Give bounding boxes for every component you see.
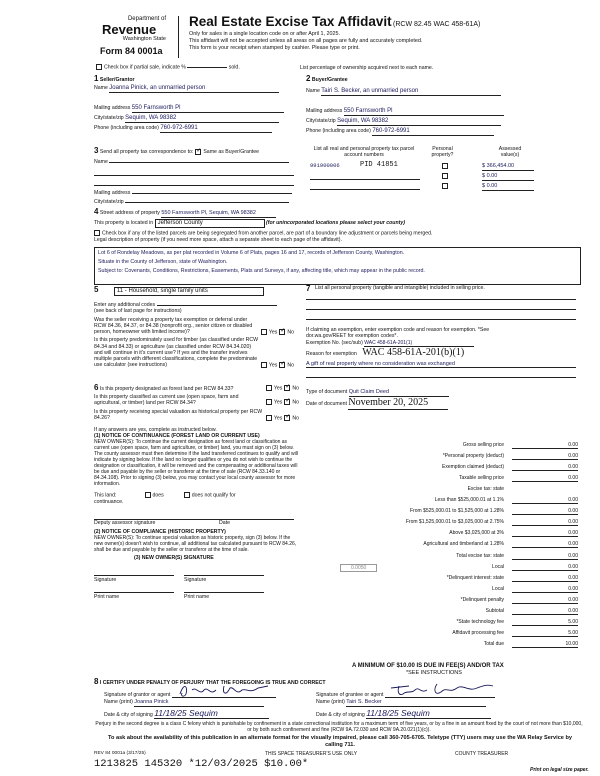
tax-row-label: Gross selling price — [462, 442, 504, 448]
seller-name-row: Name Joanna Pinick, an unmarried person — [94, 85, 294, 93]
buyer-city-row: City/state/zip Sequim, WA 98382 — [306, 118, 506, 126]
tax-row-label: Taxable selling price — [458, 475, 504, 482]
print-labels: Print name Print name — [94, 594, 210, 601]
doc-type-row: Type of document Quit Claim Deed — [306, 389, 586, 397]
parcel-row-3 — [310, 183, 530, 192]
tax-row — [300, 619, 578, 628]
historic-no[interactable] — [284, 415, 290, 421]
section8 — [94, 677, 584, 687]
seller-heading: 1 Seller/Grantor — [94, 74, 135, 83]
notice1-text: NEW OWNER(S): To continue the current designation as forest land or classification as current use (open space, farm and agriculture, or timber) land, you must sign on (3) below. The county assessor must then determine if the land transferred continues to qualify and will indicate by signing below. If the land no longer qualifies or you do not wish to continue the designation or classification, it will be removed and the compensating or additional taxes will be due and payable by the seller or transferor at the time of sale (RCW 84.33.140 or 84.34.108). Prior to signing (3) below, you may contact your local county assessor for more information. — [94, 439, 298, 487]
pp-line1[interactable] — [306, 299, 576, 300]
partial-label: Check box if partial sale, indicate % — [104, 64, 186, 71]
q-forest: 6 Is this property designated as forest land per RCW 84.33? Yes✓ No — [94, 383, 299, 393]
forest-no[interactable] — [284, 385, 290, 391]
notice2-text: NEW OWNER(S): To continue special valuation as historic property, sign (3) below. If the new owner(s) doesn't wish to continue, all additional tax calculated pursuant to RCW 84.26, shall be due and payable by the seller or transferor at the time of sale. — [94, 535, 297, 554]
buyer-phone-field[interactable]: 760-972-6991 — [372, 128, 494, 136]
legal-paper-note: Print on legal size paper. — [530, 767, 589, 773]
tax-row-label: Less than $525,000.01 at 1.1% — [434, 497, 504, 504]
tax-row-value[interactable]: 0.00 — [512, 597, 578, 604]
tax-row-label: *Personal property (deduct) — [442, 453, 504, 460]
see-instructions: *SEE INSTRUCTIONS — [406, 670, 462, 676]
notice3-title: (3) NEW OWNER(S) SIGNATURE — [134, 555, 214, 562]
legal-line3: Subject to: Covenants, Conditions, Restrictions, Easements, Plats and Surveys, if any, affecting title, which may appear in the public record. — [98, 268, 425, 275]
local-rate: 0.0050 — [340, 564, 377, 572]
seller-mail-field[interactable]: 550 Farnsworth Pl — [132, 105, 284, 113]
new-owner-sig1[interactable] — [94, 569, 174, 576]
add-codes-row: Enter any additional codes — [94, 302, 294, 308]
s3-city-row: City/state/zip — [94, 199, 299, 205]
section7 — [306, 285, 586, 410]
sig-labels: Signature Signature — [94, 577, 207, 584]
tax-row — [300, 453, 578, 462]
tax-row-value[interactable]: 0.00 — [512, 453, 578, 460]
pp-line2[interactable] — [306, 309, 576, 310]
tax-row-value[interactable]: 0.00 — [512, 541, 578, 548]
s3-blank-line[interactable] — [94, 175, 294, 176]
legal-label: Legal description of property (if you need more space, attach a separate sheet to each page of the affidavit). — [94, 237, 342, 244]
reason-line2[interactable] — [306, 377, 576, 378]
dept-line3: Washington State — [122, 36, 166, 43]
forest-yes[interactable] — [266, 385, 272, 391]
dept-line1: Department of — [127, 16, 166, 22]
street-row: 4 Street address of property 550 Farnsworth Pl, Sequim, WA 98382 — [94, 207, 584, 218]
header-sub1: Only for sales in a single location code on or after April 1, 2025. — [189, 31, 341, 37]
parcel-num-3[interactable] — [310, 183, 420, 190]
continuance: continuance. — [94, 498, 124, 505]
reason-row: Reason for exemption WAC 458-61A-201(b)(1) — [306, 346, 465, 358]
grantee-date-row: Date & city of signing 11/18/25 Sequim — [316, 708, 491, 719]
grantee-signature[interactable] — [385, 688, 495, 698]
partial-sold: sold. — [228, 64, 240, 71]
tax-row-value[interactable]: 0.00 — [512, 475, 578, 482]
personal-property-checkbox-1[interactable] — [442, 163, 448, 169]
personal-property-checkbox-3[interactable] — [442, 183, 448, 189]
tax-row — [300, 597, 578, 606]
tax-row — [300, 641, 578, 650]
tax-row-label: From $1,525,000.01 to $3,025,000 at 2.75% — [405, 519, 504, 526]
new-owner-print2[interactable] — [184, 586, 264, 593]
parcels-header-col1: List all real and personal property tax parcel account numbers — [313, 146, 415, 159]
tax-row-value[interactable]: 0.00 — [512, 575, 578, 582]
instr: If any answers are yes, complete as instructed below. — [94, 426, 217, 433]
county-row: This property is located in Jefferson County (for unincorporated locations please select your county) — [94, 219, 584, 228]
q-timber: Is this property predominately used for timber (as classified under RCW 84.34 and 84.33) or agriculture (as classified under RCW 84.34.020) and will continue in it's current use? If yes and the transfer involves multiple parcels with different classifications, complete the predominate use calculator (see instructions) Yes✓ No — [94, 337, 294, 368]
add-codes-field[interactable] — [157, 305, 277, 306]
tax-row — [300, 497, 578, 506]
buyer-name-row: Name Tairi S. Becker, an unmarried person — [306, 88, 506, 96]
tax-row-value[interactable]: 5.00 — [512, 619, 578, 626]
parcel-row-1 — [310, 163, 530, 172]
q-historic: Is this property receiving special valuation as historical property per RCW 84.26? Yes✓ No — [94, 409, 299, 421]
dept-revenue: Revenue — [102, 22, 157, 38]
new-owner-sig2[interactable] — [184, 569, 264, 576]
partial-sale-checkbox[interactable] — [96, 64, 102, 70]
partial-sale-row — [94, 64, 240, 71]
historic-yes[interactable] — [266, 415, 272, 421]
same-as-buyer-checkbox[interactable] — [195, 149, 201, 155]
s3-name-field[interactable] — [109, 162, 289, 163]
doc-type-field[interactable]: Quit Claim Deed — [349, 389, 449, 397]
buyer-mail-field[interactable]: 550 Farnsworth Pl — [344, 108, 504, 116]
treasurer-stamp: 1213825 145320 *12/03/2025 $10.00* — [94, 758, 309, 770]
tax-row-value[interactable]: 5.00 — [512, 630, 578, 637]
tax-row — [300, 475, 578, 484]
tax-row-value[interactable]: 0.00 — [512, 508, 578, 515]
form-title — [189, 14, 480, 30]
tax-row-label: Exemption claimed (deduct) — [442, 464, 504, 471]
grantee-sig-row: Signature of grantee or agent — [316, 688, 495, 698]
tax-row — [300, 575, 578, 584]
current-use-no[interactable] — [284, 399, 290, 405]
segregated-checkbox[interactable] — [94, 230, 100, 236]
tax-row — [300, 519, 578, 528]
header-sub2: This affidavit will not be accepted unless all areas on all pages are fully and accurately completed. — [189, 38, 423, 44]
county-select[interactable]: Jefferson County — [155, 219, 265, 228]
grantor-signature[interactable] — [172, 688, 276, 698]
parcel-row-2 — [310, 173, 530, 182]
buyer-phone-row: Phone (including area code) 760-972-6991 — [306, 128, 506, 136]
deputy-row: Deputy assessor signature Date — [94, 519, 294, 527]
title-rcw: (RCW 82.45 WAC 458-61A) — [393, 21, 481, 28]
tax-row-value[interactable]: 10.00 — [512, 641, 578, 648]
seller-city-field[interactable]: Sequim, WA 98382 — [125, 115, 279, 123]
tax-row — [300, 530, 578, 539]
tax-row — [300, 586, 578, 595]
land-use-select[interactable]: 11 - Household, single family units — [114, 287, 264, 296]
title-text: Real Estate Excise Tax Affidavit — [189, 14, 392, 29]
reason-field[interactable]: A gift of real property where no consideration was exchanged — [306, 361, 576, 369]
grantee-date-field[interactable]: 11/18/25 Sequim — [366, 708, 491, 719]
exempt-no-row: Exemption No. (sec/sub) WAC 458-61A-201(1) — [306, 340, 586, 347]
tax-row-value[interactable]: 0.00 — [512, 497, 578, 504]
s3-blank-line2[interactable] — [94, 185, 294, 186]
parcel-num-2[interactable] — [310, 173, 420, 180]
grantor-date-row: Date & city of signing 11/18/25 Sequim — [104, 708, 269, 719]
street-field[interactable]: 550 Farnsworth Pl, Sequim, WA 98382 — [161, 210, 276, 218]
print-row — [94, 586, 299, 594]
tax-row — [300, 442, 578, 451]
grantor-name-field[interactable]: Joanna Pinick — [134, 699, 264, 707]
assessed-value-3[interactable]: $ 0.00 — [482, 183, 534, 191]
exempt-text: If claiming an exemption, enter exemption code and reason for exemption. *See dor.wa.gov/REET for exemption codes*. — [306, 327, 490, 340]
q1-yes[interactable] — [261, 329, 267, 335]
tax-row-label: From $525,000.01 to $1,525,000 at 1.28% — [410, 508, 504, 515]
personal-property-checkbox-2[interactable] — [442, 173, 448, 179]
tax-row-label: Above $3,025,000 at 3% — [449, 530, 504, 537]
doc-date-field[interactable]: November 20, 2025 — [348, 397, 448, 410]
tax-row-label: Local — [492, 563, 504, 570]
tax-row — [300, 553, 578, 562]
tax-row — [300, 508, 578, 517]
treasurer-use: THIS SPACE TREASURER'S USE ONLY — [265, 751, 358, 757]
ownership-note: List percentage of ownership acquired next to each name. — [300, 65, 434, 71]
q2-no[interactable] — [279, 362, 285, 368]
tax-row — [300, 608, 578, 617]
grantor-name-row: Name (print) Joanna Pinick — [104, 699, 264, 707]
minimum-note: A MINIMUM OF $10.00 IS DUE IN FEE(S) AND/OR TAX — [352, 663, 504, 669]
legal-line2: Situate in the County of Jefferson, state of Washington. — [98, 258, 228, 265]
section4 — [94, 207, 584, 285]
q-current-use: Is this property classified as current use (open space, farm and agricultural, or timber) land per RCW 84.34? Yes✓ No — [94, 394, 299, 406]
this-land-row: This land: does does not qualify for — [94, 492, 236, 499]
certify-title: 8 I CERTIFY UNDER PENALTY OF PERJURY THAT THE FOREGOING IS TRUE AND CORRECT — [94, 677, 326, 686]
tax-row — [300, 541, 578, 550]
perjury-note: Perjury in the second degree is a class C felony which is punishable by confinement in a state correctional institution for a maximum term of five years, or by a fine in an amount fixed by the court of not more than $10,000, or by both such confinement and fine (RCW 9A.72.030 and RCW 9A.20.021(1)(c)). — [95, 721, 583, 733]
s3-city-field[interactable] — [125, 202, 289, 203]
land-does-not-checkbox[interactable] — [184, 492, 190, 498]
tax-row-label: Total due — [483, 640, 504, 647]
tax-row-label: *Delinquent penalty — [460, 596, 504, 603]
notice1-title: (1) NOTICE OF CONTINUANCE (FOREST LAND OR CURRENT USE) — [94, 432, 260, 439]
buyer-city-field[interactable]: Sequim, WA 98382 — [337, 118, 501, 126]
new-owner-sig-row — [94, 569, 299, 577]
grantor-signature-mark — [174, 684, 278, 698]
parcel-pid: PID 41851 — [360, 161, 398, 169]
s3-name-row: Name — [94, 159, 299, 165]
tax-row — [300, 564, 578, 573]
partial-percent-field[interactable] — [187, 67, 227, 68]
tax-row-label: Agricultural and timberland at 1.28% — [423, 541, 504, 548]
buyer-section — [306, 74, 506, 136]
dor-logo — [102, 16, 172, 43]
assessed-value-2[interactable]: $ 0.00 — [482, 173, 534, 181]
parcel-num[interactable]: 991900006 — [310, 162, 340, 169]
parcels-header-col2: Personal property? — [431, 146, 454, 159]
seller-section — [94, 74, 294, 133]
tax-row-label: Excise tax: state — [467, 486, 504, 493]
seller-phone-row: Phone (including area code) 760-972-6991 — [94, 125, 294, 133]
tax-row — [300, 486, 578, 495]
q2-yes[interactable] — [261, 362, 267, 368]
grantee-name-field[interactable]: Tairi S. Becker — [346, 699, 486, 707]
seller-phone-field[interactable]: 760-972-6991 — [160, 125, 272, 133]
tax-row-label: *Delinquent interest: state — [446, 574, 504, 581]
current-use-yes[interactable] — [266, 399, 272, 405]
alt-format-note: To ask about the availability of this publication in an alternate format for the visually impaired, please call 360-705-6705. Teletype (TTY) users may use the WA Relay Service by calling 711. — [107, 735, 573, 748]
tax-row-value[interactable]: 0.00 — [512, 553, 578, 560]
legal-description-box[interactable] — [94, 247, 581, 285]
tax-row — [300, 630, 578, 639]
land-does-checkbox[interactable] — [145, 492, 151, 498]
exempt-no-field[interactable]: WAC 458-61A-201(1) — [364, 340, 474, 347]
segregated-row: Check box if any of the listed parcels are being segregated from another parcel, are part of a boundary line adjustment or parcels being merged. — [94, 230, 584, 237]
parcels-header-col3: Assessed value(s) — [498, 146, 522, 159]
tax-row-value[interactable]: 0.00 — [512, 464, 578, 471]
see-back: (see back of last page for instructions) — [94, 308, 182, 315]
buyer-mail-row: Mailing address 550 Farnsworth Pl — [306, 108, 506, 116]
land-use-row: 5 11 - Household, single family units — [94, 285, 294, 296]
section5 — [94, 285, 294, 369]
grantor-sig-row: Signature of grantor or agent — [104, 688, 276, 698]
assessed-value-1[interactable]: $ 366,454.00 — [482, 163, 534, 171]
grantee-signature-mark — [387, 682, 497, 698]
s3-mail-row: Mailing address — [94, 190, 299, 196]
header-divider — [178, 16, 179, 58]
s3-mail-field[interactable] — [132, 193, 292, 194]
buyer-heading: 2 Buyer/Grantee — [306, 74, 348, 83]
tax-row — [300, 464, 578, 473]
tax-row-label: Affidavit processing fee — [452, 629, 504, 636]
tax-row-label: Total excise tax: state — [456, 552, 504, 559]
legal-line1: Lot 6 of Rondelay Meadows, as per plat recorded in Volume 6 of Plats, pages 16 and 17, records of Jefferson County, Washington. — [98, 249, 405, 256]
new-owner-print1[interactable] — [94, 586, 174, 593]
q-exemption: Was the seller receiving a property tax exemption or deferral under RCW 84.36, 84.37, or 84.38 (nonprofit org., senior citizen or disabled person, homeowner with limited income)? Yes✓ No — [94, 317, 294, 336]
pp-line3[interactable] — [306, 319, 576, 320]
header-sub3: This form is your receipt when stamped by cashier. Please type or print. — [189, 45, 360, 51]
section3-heading: 3 Send all property tax correspondence to:✓ Same as Buyer/Grantee — [94, 146, 299, 156]
notice2-title: (2) NOTICE OF COMPLIANCE (HISTORIC PROPERTY) — [94, 528, 226, 535]
tax-row-value[interactable]: 0.00 — [512, 519, 578, 526]
doc-date-row: Date of document November 20, 2025 — [306, 397, 586, 410]
tax-row-value[interactable]: 0.00 — [512, 530, 578, 537]
buyer-name-field[interactable]: Tairi S. Becker, an unmarried person — [321, 88, 501, 96]
tax-row-value[interactable]: 0.00 — [512, 564, 578, 571]
county-treasurer: COUNTY TREASURER — [455, 751, 509, 757]
tax-row-label: Subtotal — [485, 607, 504, 614]
tax-row-value[interactable]: 0.00 — [512, 586, 578, 593]
grantee-name-row: Name (print) Tairi S. Becker — [316, 699, 486, 707]
grantor-date-field[interactable]: 11/18/25 Sequim — [154, 708, 269, 719]
section6 — [94, 383, 299, 602]
seller-name-field[interactable]: Joanna Pinick, an unmarried person — [109, 85, 279, 93]
tax-row-value[interactable]: 0.00 — [512, 442, 578, 449]
section3 — [94, 146, 299, 205]
form-number: Form 84 0001a — [100, 46, 163, 56]
tax-row-label: Local — [492, 585, 504, 592]
personal-property-label: 7 List all personal property (tangible and intangible) included in selling price. — [306, 284, 485, 293]
q1-no[interactable] — [279, 329, 285, 335]
tax-row-label: *State technology fee — [456, 618, 504, 625]
seller-mail-row: Mailing address 550 Farnsworth Pl — [94, 105, 294, 113]
reason-code: WAC 458-61A-201(b)(1) — [362, 346, 465, 358]
rev-number: REV 84 0001a (3/17/25) — [94, 751, 146, 756]
seller-city-row: City/state/zip Sequim, WA 98382 — [94, 115, 294, 123]
tax-row-value[interactable]: 0.00 — [512, 608, 578, 615]
